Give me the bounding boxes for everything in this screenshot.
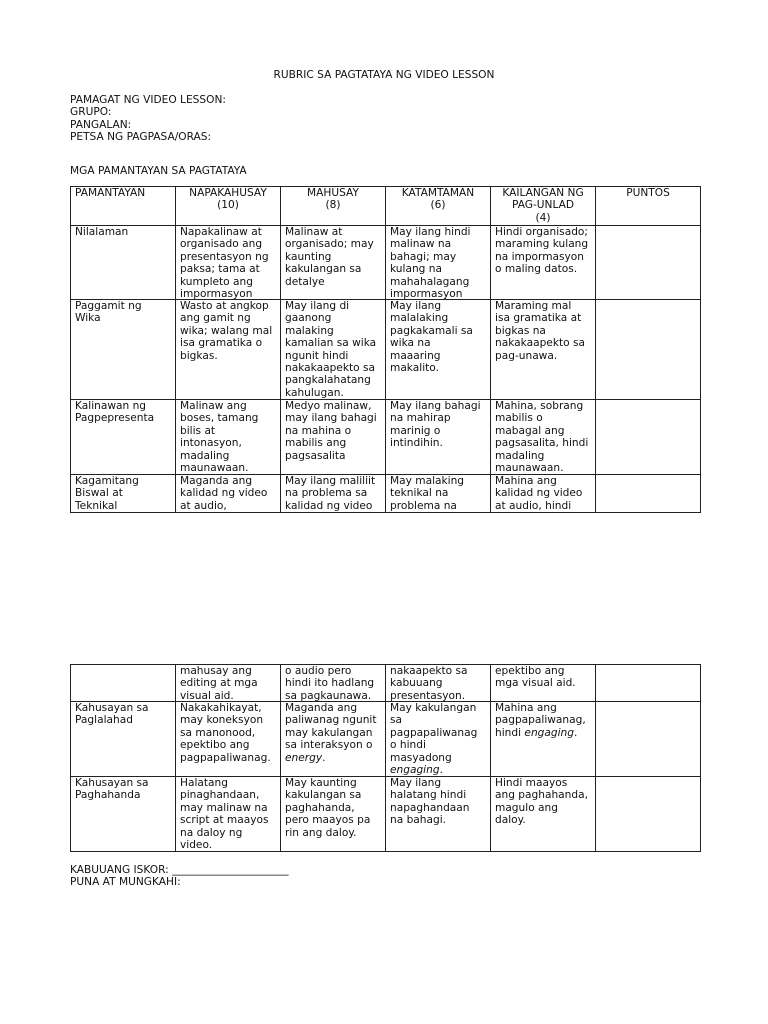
cell-line: mabilis ang xyxy=(285,437,347,450)
cell-content xyxy=(285,702,381,776)
cell-line: may koneksyon xyxy=(180,714,264,727)
cell-content xyxy=(390,702,486,776)
text-segment: engaging xyxy=(390,763,440,776)
cell-line: kamalian sa wika xyxy=(285,337,377,350)
cell-line: kalidad ng video xyxy=(180,487,268,500)
cell-line: pagpapaliwanag. xyxy=(180,751,271,764)
cell-line: Mahina ang xyxy=(495,475,557,487)
cell-content xyxy=(495,777,591,851)
cell-line: paghahanda, xyxy=(285,801,355,814)
header-criterion xyxy=(71,187,176,226)
field-name: PANGALAN: xyxy=(70,118,132,131)
cell-content xyxy=(390,777,486,851)
cell-line: nakaapekto sa xyxy=(390,665,468,677)
cell-line: pag-unawa. xyxy=(495,349,558,362)
cell-napakahusay xyxy=(176,702,281,777)
cell-line: maunawaan. xyxy=(180,461,249,474)
cell-line: mahusay ang xyxy=(180,665,252,677)
cell-line: MAHUSAY xyxy=(307,187,359,199)
cell-line: na bahagi. xyxy=(390,814,447,827)
cell-content xyxy=(180,702,276,776)
cell-kailangan-ng-pag-unlad xyxy=(491,665,596,702)
cell-katamtaman xyxy=(386,665,491,702)
cell-line: Paggamit ng xyxy=(75,300,142,312)
cell-line: detalye xyxy=(285,275,325,288)
field-submission-date: PETSA NG PAGPASA/ORAS: xyxy=(70,131,212,144)
cell-line: PAG-UNLAD xyxy=(511,199,575,212)
cell-line: intonasyon, xyxy=(180,437,242,450)
cell-napakahusay xyxy=(176,400,281,475)
cell-line: intindihin. xyxy=(390,437,443,450)
cell-line xyxy=(390,764,486,776)
cell-line: kakulangan sa xyxy=(285,263,362,276)
cell-content xyxy=(495,300,591,399)
cell-line: Malinaw ang xyxy=(180,400,247,412)
cell-line: editing at mga xyxy=(180,677,258,690)
cell-line: Medyo malinaw, xyxy=(285,400,372,412)
cell-line: boses, tamang xyxy=(180,412,259,425)
cell-mahusay xyxy=(281,702,386,777)
cell-katamtaman xyxy=(386,475,491,513)
cell-line: ang gamit ng xyxy=(180,312,251,325)
cell-content xyxy=(390,400,486,474)
cell-line: Maganda ang xyxy=(285,702,358,714)
cell-puntos[interactable] xyxy=(596,226,701,300)
cell-line: halatang hindi xyxy=(390,789,467,802)
cell-line: bahagi; may xyxy=(390,250,457,263)
cell-content xyxy=(390,300,486,399)
cell-line: pagpapaliwanag xyxy=(390,726,478,739)
cell-line: epektibo ang xyxy=(495,665,565,677)
cell-mahusay xyxy=(281,475,386,513)
cell-napakahusay xyxy=(176,300,281,400)
comments-label: PUNA AT MUNGKAHI: xyxy=(70,876,181,889)
cell-puntos[interactable] xyxy=(596,702,701,777)
cell-line: May malaking xyxy=(390,475,465,487)
cell-line: Biswal at xyxy=(75,487,123,500)
cell-line: napaghandaan xyxy=(390,801,470,814)
cell-napakahusay xyxy=(176,665,281,702)
cell-mahusay xyxy=(281,300,386,400)
cell-line: kahulugan. xyxy=(285,386,344,399)
cell-content xyxy=(390,665,486,701)
cell-line: Hindi organisado; xyxy=(495,226,588,238)
cell-line: PUNTOS xyxy=(626,187,670,199)
cell-puntos[interactable] xyxy=(596,777,701,852)
cell-line: May kakulangan xyxy=(390,702,477,714)
table-row xyxy=(71,665,701,702)
cell-line: sa manonood, xyxy=(180,726,256,739)
table-row xyxy=(71,400,701,475)
header-puntos xyxy=(596,187,701,226)
cell-line: malaking xyxy=(285,324,334,337)
cell-line: kakulangan sa xyxy=(285,789,362,802)
table-row xyxy=(71,777,701,852)
cell-content xyxy=(285,300,381,399)
cell-content xyxy=(600,300,696,399)
cell-line: ang paghahanda, xyxy=(495,789,588,802)
cell-line: Hindi maayos xyxy=(495,777,568,789)
cell-content xyxy=(495,475,591,512)
cell-line: Pagpepresenta xyxy=(75,412,155,425)
cell-line: nakakaapekto sa xyxy=(285,361,375,374)
table-row xyxy=(71,702,701,777)
cell-puntos[interactable] xyxy=(596,400,701,475)
cell-line: pagkakamali sa xyxy=(390,324,473,337)
cell-content xyxy=(495,226,591,299)
text-segment: . xyxy=(322,751,326,764)
cell-line: at audio, xyxy=(180,499,227,512)
cell-line: maaaring xyxy=(390,349,441,362)
cell-line: KAILANGAN NG xyxy=(502,187,584,199)
cell-line: pagpapaliwanag, xyxy=(495,714,586,727)
cell-content xyxy=(180,300,276,399)
cell-line: Kagamitang xyxy=(75,475,139,487)
cell-content xyxy=(180,475,276,512)
cell-line: paliwanag ngunit xyxy=(285,714,377,727)
cell-line: mabilis o xyxy=(495,412,543,425)
cell-line: pagsasalita, hindi xyxy=(495,437,589,450)
cell-line: May ilang maliliit xyxy=(285,475,376,487)
cell-line: organisado ang xyxy=(180,238,263,251)
cell-mahusay xyxy=(281,226,386,300)
cell-kailangan-ng-pag-unlad xyxy=(491,777,596,852)
cell-line: mga visual aid. xyxy=(495,677,576,690)
cell-katamtaman xyxy=(386,702,491,777)
cell-criterion xyxy=(71,475,176,513)
cell-mahusay xyxy=(281,777,386,852)
text-segment: . xyxy=(439,763,443,776)
cell-kailangan-ng-pag-unlad xyxy=(491,475,596,513)
cell-content xyxy=(180,777,276,851)
cell-line: ngunit hindi xyxy=(285,349,349,362)
cell-line: Mahina ang xyxy=(495,702,557,714)
cell-line: nakakaapekto sa xyxy=(495,337,585,350)
cell-criterion xyxy=(71,777,176,852)
section-title: MGA PAMANTAYAN SA PAGTATAYA xyxy=(70,165,247,177)
cell-content xyxy=(285,400,381,474)
cell-line: mabagal ang xyxy=(495,424,565,437)
rubric-table-page-2 xyxy=(70,664,701,852)
cell-content xyxy=(285,777,381,851)
cell-criterion xyxy=(71,300,176,400)
cell-katamtaman xyxy=(386,400,491,475)
cell-content xyxy=(390,226,486,299)
cell-line: at audio, hindi xyxy=(495,499,572,512)
cell-line: Halatang xyxy=(180,777,228,789)
header-kailangan-ng-pag-unlad xyxy=(491,187,596,226)
cell-line: (10) xyxy=(217,199,239,212)
cell-content xyxy=(600,400,696,474)
cell-line: daloy. xyxy=(495,814,526,827)
cell-line: sa pagkaunawa. xyxy=(285,689,372,701)
cell-line: KATAMTAMAN xyxy=(401,187,475,199)
cell-content xyxy=(285,475,381,512)
cell-line: impormasyon xyxy=(180,287,253,299)
cell-puntos[interactable] xyxy=(596,665,701,702)
cell-line: makalito. xyxy=(390,361,439,374)
cell-line: pero maayos pa xyxy=(285,814,371,827)
cell-line: hindi ito hadlang xyxy=(285,677,375,690)
cell-line: Mahina, sobrang xyxy=(495,400,584,412)
cell-line: Wasto at angkop xyxy=(180,300,269,312)
cell-content xyxy=(180,665,276,701)
cell-content xyxy=(75,702,171,776)
cell-napakahusay xyxy=(176,475,281,513)
cell-line: Napakalinaw at xyxy=(180,226,262,238)
cell-line: visual aid. xyxy=(180,689,234,701)
cell-line: mahahalagang xyxy=(390,275,470,288)
cell-line xyxy=(495,727,591,739)
cell-line: May kaunting xyxy=(285,777,357,789)
cell-content xyxy=(495,400,591,474)
cell-criterion xyxy=(71,702,176,777)
cell-content xyxy=(75,226,171,299)
cell-line: May ilang hindi xyxy=(390,226,471,238)
cell-line: madaling xyxy=(495,449,545,462)
cell-line: malinaw na xyxy=(390,238,452,251)
cell-line: (8) xyxy=(325,199,341,212)
cell-line: na problema sa xyxy=(285,487,368,500)
cell-line: video. xyxy=(180,838,213,851)
text-segment: . xyxy=(573,726,578,739)
cell-line: masyadong xyxy=(390,751,452,764)
cell-line: May ilang bahagi xyxy=(390,400,481,412)
cell-line: pinaghandaan, xyxy=(180,789,260,802)
cell-line: Paglalahad xyxy=(75,714,133,727)
table-row xyxy=(71,475,701,513)
cell-line: presentasyon. xyxy=(390,689,466,701)
cell-criterion xyxy=(71,400,176,475)
cell-content xyxy=(75,665,171,701)
cell-line: Wika xyxy=(75,312,101,325)
cell-katamtaman xyxy=(386,777,491,852)
header-napakahusay xyxy=(176,187,281,226)
text-segment: engaging xyxy=(524,726,574,739)
cell-criterion xyxy=(71,226,176,300)
cell-line: pagsasalita xyxy=(285,449,346,462)
cell-kailangan-ng-pag-unlad xyxy=(491,400,596,475)
cell-content xyxy=(600,226,696,299)
cell-criterion xyxy=(71,665,176,702)
table-header-row xyxy=(71,187,701,226)
total-score-label: KABUUANG ISKOR: ______________________ xyxy=(70,864,289,876)
cell-line: na mahirap xyxy=(390,412,451,425)
cell-line: bigkas na xyxy=(495,324,546,337)
cell-line: problema na xyxy=(390,499,457,512)
cell-line: kalidad ng video xyxy=(495,487,583,500)
cell-line: kaunting xyxy=(285,250,332,263)
cell-line: sa xyxy=(390,714,403,727)
cell-line: may kakulangan xyxy=(285,726,373,739)
cell-mahusay xyxy=(281,400,386,475)
cell-content xyxy=(600,475,696,512)
cell-line: NAPAKAHUSAY xyxy=(189,187,267,199)
cell-line: sa interaksyon o xyxy=(285,739,373,752)
cell-content xyxy=(600,665,696,701)
table-row xyxy=(71,226,701,300)
cell-line: kalidad ng video xyxy=(285,499,373,512)
cell-line: gaanong xyxy=(285,312,332,325)
cell-line: kabuuang xyxy=(390,677,443,690)
cell-line: maraming kulang xyxy=(495,238,589,251)
cell-line: Kahusayan sa xyxy=(75,702,149,714)
cell-line: malalaking xyxy=(390,312,449,325)
cell-line: pangkalahatang xyxy=(285,374,371,387)
cell-line: Malinaw at xyxy=(285,226,343,238)
cell-line: wika na xyxy=(390,337,431,350)
cell-content xyxy=(180,226,276,299)
cell-line: organisado; may xyxy=(285,238,374,251)
cell-line: (6) xyxy=(430,199,446,212)
cell-content xyxy=(75,300,171,399)
cell-line: presentasyon ng xyxy=(180,250,269,263)
cell-content xyxy=(495,665,591,701)
cell-line: teknikal na xyxy=(390,487,449,500)
rubric-table-page-1 xyxy=(70,186,701,513)
cell-content xyxy=(390,475,486,512)
field-video-title: PAMAGAT NG VIDEO LESSON: xyxy=(70,94,226,106)
header-katamtaman xyxy=(386,187,491,226)
cell-line: paksa; tama at xyxy=(180,263,260,276)
cell-line: May ilang di xyxy=(285,300,350,312)
cell-line: marinig o xyxy=(390,424,441,437)
cell-content xyxy=(180,400,276,474)
header-mahusay xyxy=(281,187,386,226)
cell-line: may ilang bahagi xyxy=(285,412,377,425)
cell-content xyxy=(600,702,696,776)
cell-line: May ilang xyxy=(390,777,442,789)
cell-line: Kalinawan ng xyxy=(75,400,147,412)
text-segment: hindi xyxy=(495,726,525,739)
cell-line xyxy=(285,752,381,764)
cell-line: madaling xyxy=(180,449,230,462)
cell-mahusay xyxy=(281,665,386,702)
cell-line: bilis at xyxy=(180,424,216,437)
cell-content xyxy=(285,226,381,299)
cell-line: Kahusayan sa xyxy=(75,777,149,789)
cell-line: isa gramatika at xyxy=(495,312,582,325)
document-title: RUBRIC SA PAGTATAYA NG VIDEO LESSON xyxy=(273,69,495,81)
cell-line: kulang na xyxy=(390,263,442,276)
cell-line: o maling datos. xyxy=(495,263,578,276)
cell-line: na daloy ng xyxy=(180,826,243,839)
footer xyxy=(70,864,289,889)
cell-content xyxy=(285,665,381,701)
cell-line: Maraming mal xyxy=(495,300,572,312)
cell-line: Nakakahikayat, xyxy=(180,702,262,714)
cell-line: epektibo ang xyxy=(180,739,250,752)
cell-line: na impormasyon xyxy=(495,250,585,263)
cell-kailangan-ng-pag-unlad xyxy=(491,226,596,300)
cell-content xyxy=(75,777,171,851)
cell-kailangan-ng-pag-unlad xyxy=(491,300,596,400)
cell-line: Paghahanda xyxy=(75,789,141,802)
cell-line: bigkas. xyxy=(180,349,218,362)
cell-line: script at maayos xyxy=(180,814,269,827)
cell-line: May ilang xyxy=(390,300,442,312)
cell-content xyxy=(600,777,696,851)
cell-katamtaman xyxy=(386,300,491,400)
cell-line: isa gramatika o xyxy=(180,337,263,350)
table-row xyxy=(71,300,701,400)
cell-line: kumpleto ang xyxy=(180,275,253,288)
cell-content xyxy=(495,702,591,776)
cell-line: Maganda ang xyxy=(180,475,253,487)
cell-line: o hindi xyxy=(390,739,426,752)
cell-line: Nilalaman xyxy=(75,226,129,238)
field-group: GRUPO: xyxy=(70,106,112,119)
cell-puntos[interactable] xyxy=(596,475,701,513)
cell-line: may malinaw na xyxy=(180,801,268,814)
cell-kailangan-ng-pag-unlad xyxy=(491,702,596,777)
cell-napakahusay xyxy=(176,777,281,852)
cell-content xyxy=(75,475,171,512)
cell-line: maunawaan. xyxy=(495,461,564,474)
text-segment: energy xyxy=(285,751,323,764)
cell-napakahusay xyxy=(176,226,281,300)
cell-line: (4) xyxy=(535,211,551,224)
cell-line: na mahina o xyxy=(285,424,352,437)
cell-line: wika; walang mal xyxy=(180,324,273,337)
cell-line: impormasyon xyxy=(390,287,463,299)
cell-content xyxy=(75,400,171,474)
cell-line: PAMANTAYAN xyxy=(75,187,146,199)
cell-katamtaman xyxy=(386,226,491,300)
cell-line: o audio pero xyxy=(285,665,352,677)
cell-puntos[interactable] xyxy=(596,300,701,400)
header-fields xyxy=(70,94,226,144)
cell-line: rin ang daloy. xyxy=(285,826,357,839)
cell-line: magulo ang xyxy=(495,801,558,814)
cell-line: Teknikal xyxy=(75,499,118,512)
